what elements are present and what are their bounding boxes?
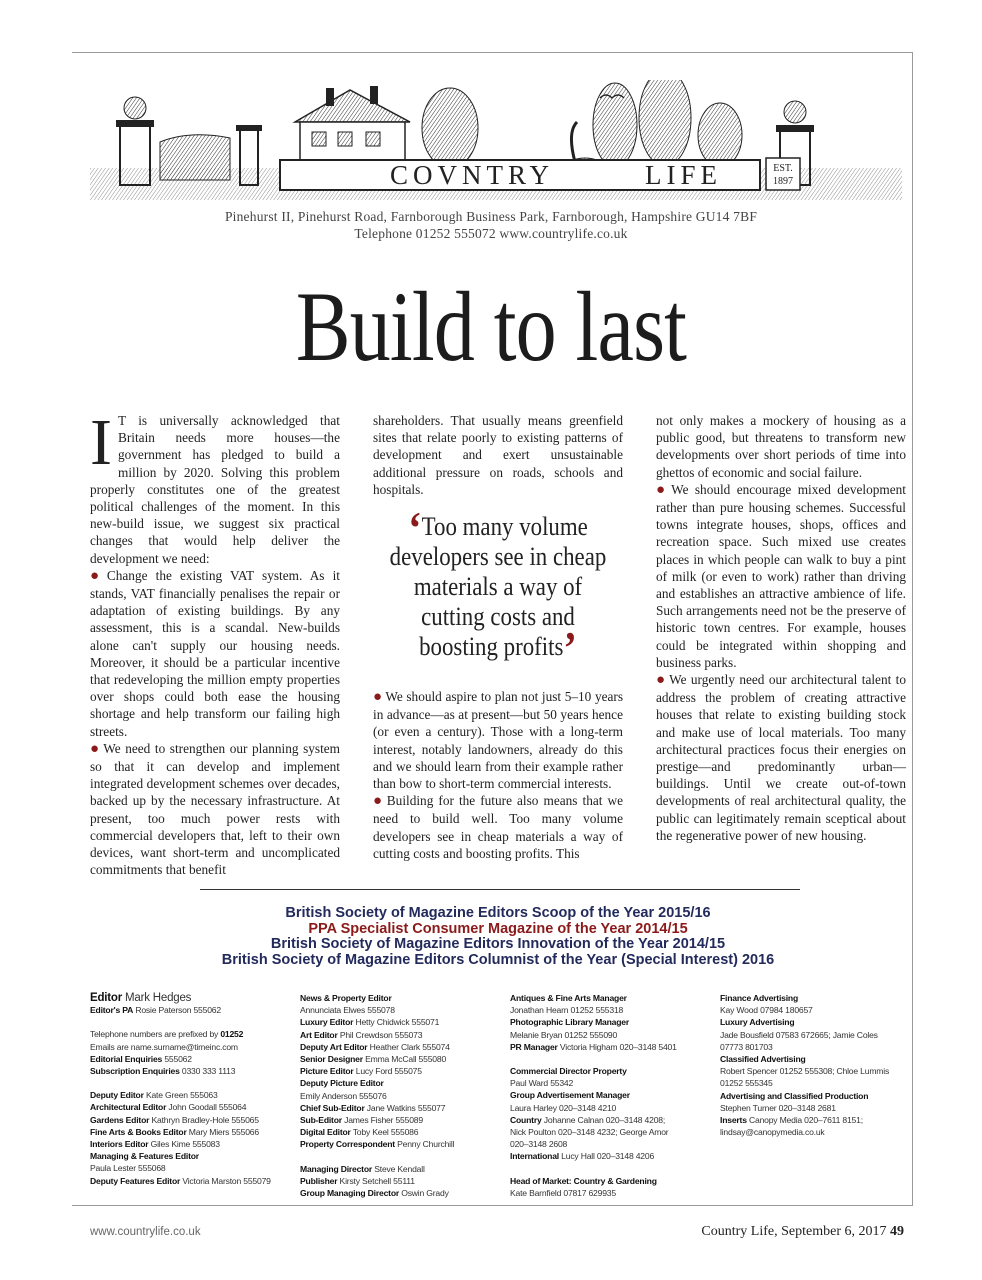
- footer-url: www.countrylife.co.uk: [90, 1226, 201, 1238]
- credit-line: [300, 1175, 454, 1187]
- credit-line: [510, 1029, 677, 1041]
- award-2: PPA Specialist Consumer Magazine of the Year 2014/15: [308, 920, 688, 937]
- credit-line: [720, 1077, 889, 1089]
- credits-column-1: [90, 992, 271, 1187]
- headline: Build to last: [295, 271, 687, 382]
- credit-line: [720, 1053, 889, 1065]
- credit-line: [90, 1114, 271, 1126]
- credit-detail: Nick Poulton 020–3148 4232; George Amor: [510, 1127, 669, 1138]
- svg-text:1897: 1897: [773, 176, 793, 187]
- award-3: British Society of Magazine Editors Innovation of the Year 2014/15: [270, 936, 726, 952]
- pull-quote-text: Too many volume developers see in cheap materials a way of cutting costs and boosting profits: [389, 512, 607, 661]
- credit-role: Publisher: [300, 1175, 338, 1186]
- col2-para1: shareholders. That usually means greenfield sites that relate poorly to existing patterns of development and exert unsustainable additional pressure on roads, schools and hospitals.: [373, 413, 623, 497]
- credit-role: Group Managing Director: [300, 1188, 400, 1199]
- credit-line: [300, 1004, 454, 1016]
- credit-line: [510, 1089, 677, 1101]
- credit-line: [90, 1101, 271, 1113]
- credit-role: Group Advertisement Manager: [510, 1090, 630, 1101]
- award-1: British Society of Magazine Editors Scoop of the Year 2015/16: [285, 905, 711, 921]
- credit-line: [300, 1187, 454, 1199]
- credit-detail: James Fisher 555089: [341, 1115, 423, 1126]
- credit-line: [510, 1126, 677, 1138]
- credit-role: Photographic Library Manager: [510, 1017, 630, 1028]
- credit-role: International: [510, 1151, 559, 1162]
- credit-line: [90, 1028, 271, 1040]
- credit-role: Commercial Director Property: [510, 1066, 627, 1077]
- divider-rule: [200, 889, 800, 890]
- article-column-2-lower: [373, 688, 623, 862]
- credit-detail: Mark Hedges: [122, 992, 192, 1004]
- credit-detail: Stephen Turner 020–3148 2681: [720, 1102, 836, 1113]
- credit-line: [300, 1041, 454, 1053]
- credit-line: [510, 1004, 677, 1016]
- issue-date: Country Life, September 6, 2017: [701, 1224, 887, 1239]
- credits-column-3: [510, 992, 677, 1199]
- credit-line: [300, 1016, 454, 1028]
- col1-para2: Change the existing VAT system. As it stands, VAT financially penalises the repair or adaptation of existing buildings. By any assessment, this is a scandal. New-builds alone can't supply our housing needs. Moreover, it should be a particular incentive that redeveloping the million empty properties over shops could both ease the housing shortage and help transform our failing high streets.: [90, 567, 340, 739]
- credit-detail: Rosie Paterson 555062: [133, 1005, 221, 1016]
- credit-role: Classified Advertising: [720, 1054, 806, 1065]
- credit-role: Editor: [90, 992, 123, 1004]
- dropcap: I: [90, 406, 112, 479]
- credit-role: Subscription Enquiries: [90, 1066, 180, 1077]
- credit-detail: Emily Anderson 555076: [300, 1090, 387, 1101]
- credit-detail: 555062: [162, 1053, 192, 1064]
- credit-line: [510, 1016, 677, 1028]
- col1-para3: We need to strengthen our planning system so that it can develop and implement integrated development schemes over decades, backed up by the necessary infrastructure. At present, too much power rests with commercial developers that, left to their own devices, want short-term and uncomplicated commitments that benefit: [90, 740, 341, 878]
- credit-detail: Melanie Bryan 01252 555090: [510, 1029, 618, 1040]
- col3-para2: We should encourage mixed development rather than pure housing schemes. Successful towns integrate houses, shops, offices and recreation space. Such mixed use creates places in which people can walk to buy a pint of milk (or even to work) rather than driving and establishes an attractive ambience of life. Such arrangements need not be the preserve of historic town centres. For example, houses could be integrated within shopping and business parks.: [656, 481, 906, 670]
- credit-role: Property Correspondent: [300, 1139, 395, 1150]
- credit-line: [510, 1175, 677, 1187]
- credit-detail: Jade Bousfield 07583 672665; Jamie Coles: [720, 1029, 878, 1040]
- credit-detail: Annunciata Elwes 555078: [300, 1005, 395, 1016]
- credit-role: Chief Sub-Editor: [300, 1102, 365, 1113]
- credit-role: Luxury Advertising: [720, 1017, 795, 1028]
- credit-role: Finance Advertising: [720, 993, 799, 1003]
- masthead-title-right: LIFE: [645, 160, 722, 190]
- credit-detail: Kay Wood 07984 180657: [720, 1005, 813, 1016]
- credit-line: [300, 1126, 454, 1138]
- credit-detail: Johanne Calnan 020–3148 4208;: [541, 1114, 666, 1125]
- credit-detail: Kathryn Bradley-Hole 555065: [149, 1114, 259, 1125]
- credit-spacer: [510, 1163, 677, 1175]
- open-quote-icon: ‘: [408, 502, 422, 553]
- credit-line: [720, 1065, 889, 1077]
- credit-line: [90, 1004, 271, 1016]
- page-number: 49: [890, 1224, 904, 1239]
- credit-detail: Kirsty Setchell 55111: [337, 1175, 415, 1186]
- credit-line: [510, 992, 677, 1004]
- credit-detail: 020–3148 2608: [510, 1139, 568, 1150]
- credit-detail: Jane Watkins 555077: [364, 1102, 446, 1113]
- credit-line: [300, 1065, 454, 1077]
- credit-line: [720, 1029, 889, 1041]
- credit-line: [90, 1089, 271, 1101]
- phone-prefix: 01252: [220, 1029, 244, 1040]
- credit-role: Fine Arts & Books Editor: [90, 1126, 187, 1137]
- credit-role: Deputy Art Editor: [300, 1041, 368, 1052]
- credit-line: [720, 992, 889, 1004]
- credit-role: Antiques & Fine Arts Manager: [510, 993, 627, 1003]
- credit-spacer: [300, 1151, 454, 1163]
- credit-line: [300, 992, 454, 1004]
- credit-line: [720, 1041, 889, 1053]
- credit-line: [720, 1126, 889, 1138]
- credit-line: [510, 1187, 677, 1199]
- credit-role: Deputy Picture Editor: [300, 1078, 384, 1089]
- credit-line: [90, 1126, 271, 1138]
- credit-line: [90, 1053, 271, 1065]
- credit-role: Digital Editor: [300, 1127, 351, 1138]
- credit-line: [90, 992, 271, 1004]
- credit-detail: Jonathan Hearn 01252 555318: [510, 1005, 624, 1016]
- credit-detail: John Goodall 555064: [166, 1102, 247, 1113]
- credit-line: [300, 1114, 454, 1126]
- credit-line: [90, 1175, 271, 1187]
- credit-line: [720, 1102, 889, 1114]
- article-column-1: [90, 406, 341, 878]
- bullet-icon: ●: [656, 481, 669, 498]
- col3-para1: not only makes a mockery of housing as a public good, but threatens to transform new developments over short periods of time into ghettos of economic and social failure.: [656, 413, 906, 480]
- credit-line: [300, 1138, 454, 1150]
- address-line: Pinehurst II, Pinehurst Road, Farnborough Business Park, Farnborough, Hampshire GU14 7BF: [224, 209, 758, 224]
- credit-detail: Victoria Higham 020–3148 5401: [557, 1041, 677, 1052]
- pull-quote: [384, 502, 613, 673]
- credit-detail: Lucy Ford 555075: [353, 1066, 422, 1077]
- credit-line: [300, 1102, 454, 1114]
- credit-role: Gardens Editor: [90, 1114, 150, 1125]
- credit-role: Managing & Features Editor: [90, 1151, 199, 1162]
- credit-role: Deputy Editor: [90, 1090, 144, 1101]
- close-quote-icon: ’: [563, 622, 577, 673]
- col1-para1: T is universally acknowledged that Britain needs more houses—the government has pledged to build a million by 2020. Solving this problem properly constitutes one of the greatest political challenges of the moment. In this new-build issue, we suggest six practical changes that would help deliver the development we need:: [90, 413, 340, 566]
- bullet-icon: ●: [373, 689, 383, 705]
- credit-line: [300, 1077, 454, 1089]
- credit-detail: Hetty Chidwick 555071: [353, 1017, 440, 1028]
- awards-list: [0, 906, 982, 968]
- bullet-icon: ●: [373, 793, 384, 810]
- credit-line: [510, 1041, 677, 1053]
- credit-line: [90, 1150, 271, 1162]
- masthead-title-left: COVNTRY: [390, 160, 555, 190]
- credit-line: [510, 1077, 677, 1089]
- credit-detail: 0330 333 1113: [179, 1066, 236, 1077]
- credit-line: [510, 1138, 677, 1150]
- credit-role: News & Property Editor: [300, 993, 392, 1003]
- credit-line: [720, 1004, 889, 1016]
- credit-detail: Emails are name.surname@timeinc.com: [90, 1041, 238, 1052]
- credit-detail: Penny Churchill: [394, 1139, 455, 1150]
- credit-role: Sub-Editor: [300, 1115, 342, 1126]
- credit-line: [720, 1090, 889, 1102]
- credit-line: [510, 1114, 677, 1126]
- credit-role: Interiors Editor: [90, 1139, 149, 1150]
- credit-line: [300, 1163, 454, 1175]
- credit-role: Luxury Editor: [300, 1017, 354, 1028]
- credit-line: [90, 1162, 271, 1174]
- credit-detail: Canopy Media 020–7611 8151;: [746, 1115, 863, 1126]
- credit-detail: 07773 801703: [720, 1041, 773, 1052]
- credits-column-2: [300, 992, 454, 1199]
- credit-role: Architectural Editor: [90, 1102, 167, 1113]
- bullet-icon: ●: [90, 740, 101, 757]
- col2-para3: Building for the future also means that we need to build well. Too many volume developers see in cheap materials a way of cutting costs and boosting profits. This: [373, 793, 624, 861]
- credit-spacer: [90, 1016, 271, 1028]
- credit-line: [90, 1041, 271, 1053]
- col3-para3: We urgently need our architectural talent to address the problem of creating attractive houses that relate to existing building stock and make use of local materials. Too many architectural practices focus their energies on prestige—and predominantly urban—buildings. Until we create out-of-town developments of real architectural quality, the public can legitimately remain sceptical about the regenerative power of new housing.: [656, 672, 907, 843]
- credit-spacer: [510, 1053, 677, 1065]
- credit-detail: Robert Spencer 01252 555308; Chloe Lummis: [720, 1066, 890, 1077]
- credit-detail: Victoria Marston 555079: [180, 1175, 271, 1186]
- credit-detail: Emma McCall 555080: [362, 1054, 447, 1065]
- credit-detail: Paula Lester 555068: [90, 1163, 166, 1174]
- credit-role: Art Editor: [300, 1029, 338, 1040]
- credit-line: [90, 1065, 271, 1077]
- credits-column-4: [720, 992, 889, 1138]
- award-4: British Society of Magazine Editors Columnist of the Year (Special Interest) 2016: [221, 951, 775, 968]
- credit-role: Managing Director: [300, 1163, 373, 1174]
- credit-line: [90, 1138, 271, 1150]
- credit-role: Senior Designer: [300, 1054, 363, 1065]
- credit-detail: Kate Green 555063: [143, 1090, 218, 1101]
- credit-detail: Giles Kime 555083: [148, 1139, 220, 1150]
- credit-detail: Telephone numbers are prefixed by: [90, 1029, 221, 1040]
- credit-line: [720, 1114, 889, 1126]
- credit-detail: Oswin Grady: [399, 1188, 449, 1199]
- credit-detail: Heather Clark 555074: [367, 1041, 450, 1052]
- credit-role: Head of Market: Country & Gardening: [510, 1175, 657, 1186]
- telephone-line: Telephone 01252 555072 www.countrylife.co.uk: [354, 226, 628, 241]
- credit-line: [300, 1029, 454, 1041]
- credit-role: Deputy Features Editor: [90, 1175, 181, 1186]
- col2-para2: We should aspire to plan not just 5–10 years in advance—as at present—but 50 years hence (or even a century). Those with a long-term interest, notably landowners, already do this and we should learn from their example rather than bow to short-term commercial interests.: [373, 689, 623, 792]
- credit-detail: Laura Harley 020–3148 4210: [510, 1102, 617, 1113]
- credit-detail: Phil Crewdson 555073: [337, 1029, 423, 1040]
- credit-line: [300, 1090, 454, 1102]
- credit-line: [510, 1102, 677, 1114]
- footer-issue: [701, 1224, 904, 1240]
- credit-detail: Kate Barnfield 07817 629935: [510, 1187, 616, 1198]
- credit-detail: 01252 555345: [720, 1078, 773, 1089]
- credit-role: Editorial Enquiries: [90, 1053, 163, 1064]
- credit-detail: Mary Miers 555066: [186, 1126, 259, 1137]
- country-life-masthead: [90, 80, 902, 205]
- bullet-icon: ●: [656, 672, 667, 689]
- credit-line: [300, 1053, 454, 1065]
- credit-detail: Steve Kendall: [372, 1163, 425, 1174]
- credit-role: Advertising and Classified Production: [720, 1090, 869, 1101]
- credit-role: Country: [510, 1114, 542, 1125]
- credit-role: Picture Editor: [300, 1066, 354, 1077]
- credit-role: Editor's PA: [90, 1005, 134, 1016]
- bullet-icon: ●: [90, 567, 104, 584]
- credit-line: [510, 1065, 677, 1077]
- credit-line: [510, 1150, 677, 1162]
- credit-line: [720, 1016, 889, 1028]
- credit-role: PR Manager: [510, 1041, 558, 1052]
- article-column-2: [373, 412, 623, 498]
- article-column-3: [656, 412, 906, 844]
- credit-detail: Toby Keel 555086: [350, 1127, 419, 1138]
- svg-text:EST.: EST.: [773, 163, 793, 174]
- credit-spacer: [90, 1077, 271, 1089]
- credit-detail: Paul Ward 55342: [510, 1078, 574, 1089]
- credit-role: Inserts: [720, 1115, 747, 1126]
- credit-detail: Lucy Hall 020–3148 4206: [558, 1151, 655, 1162]
- credit-detail: lindsay@canopymedia.co.uk: [720, 1127, 825, 1138]
